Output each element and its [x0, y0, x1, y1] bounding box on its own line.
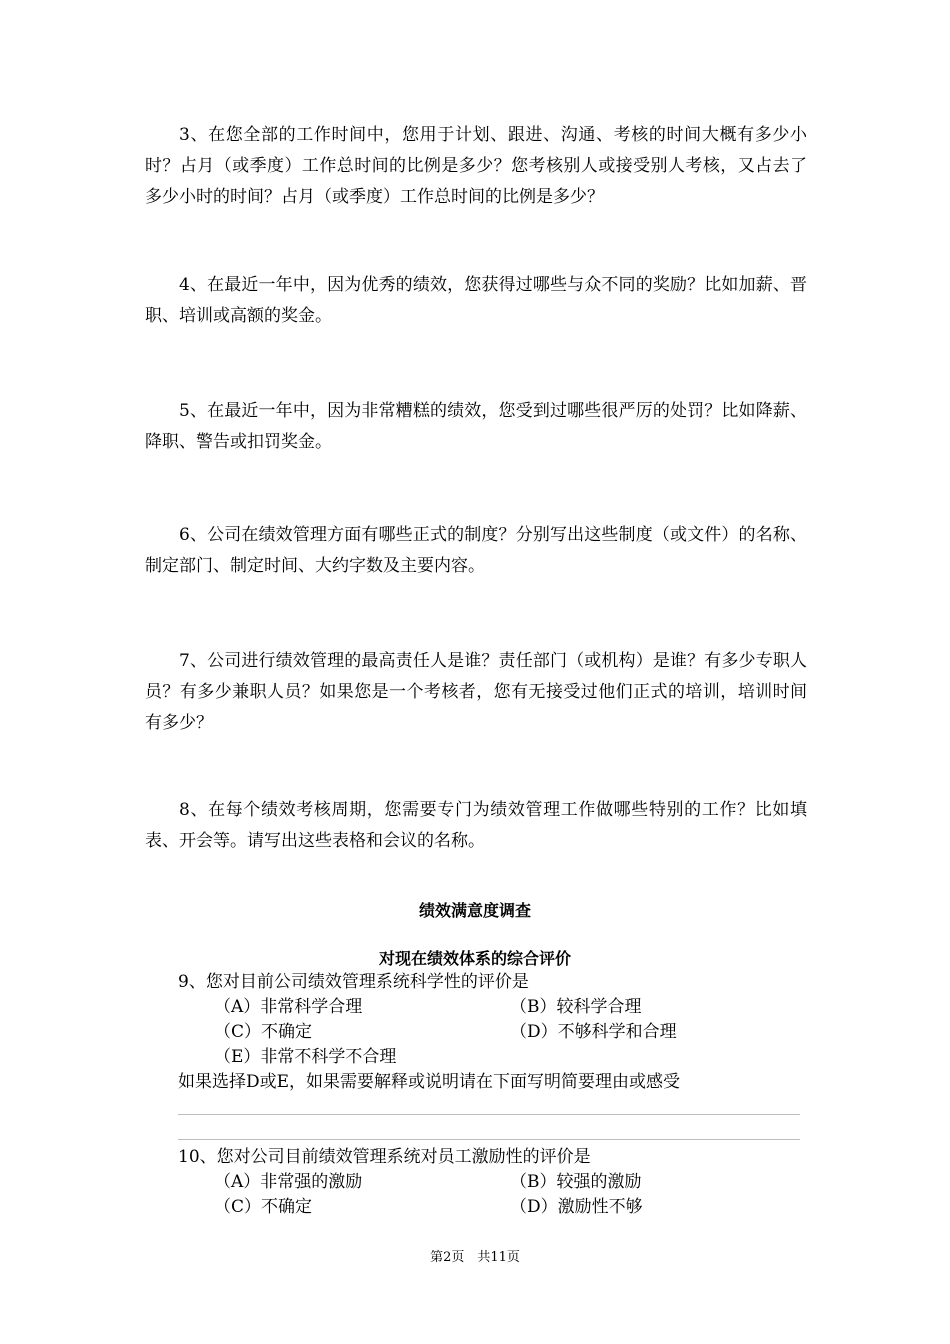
question-7: 7、公司进行绩效管理的最高责任人是谁？责任部门（或机构）是谁？有多少专职人员？有多少兼职人员？如果您是一个考核者，您有无接受过他们正式的培训，培训时间有多少？ — [145, 651, 807, 733]
q9-option-a: （A）非常科学合理 — [214, 997, 363, 1017]
q9-option-b: （B）较科学合理 — [510, 997, 642, 1017]
question-5: 5、在最近一年中，因为非常糟糕的绩效，您受到过哪些很严厉的处罚？比如降薪、降职、警告或扣罚奖金。 — [145, 401, 807, 452]
question-6: 6、公司在绩效管理方面有哪些正式的制度？分别写出这些制度（或文件）的名称、制定部门、制定时间、大约字数及主要内容。 — [145, 525, 807, 576]
survey-subtitle: 对现在绩效体系的综合评价 — [378, 949, 571, 968]
q9-option-c: （C）不确定 — [214, 1022, 313, 1042]
answer-line — [178, 1114, 800, 1115]
q10-option-c: （C）不确定 — [214, 1197, 313, 1217]
question-8: 8、在每个绩效考核周期，您需要专门为绩效管理工作做哪些特别的工作？比如填表、开会等。请写出这些表格和会议的名称。 — [145, 800, 807, 851]
q10-option-a: （A）非常强的激励 — [214, 1172, 363, 1192]
survey-title: 绩效满意度调查 — [418, 901, 531, 920]
question-3: 3、在您全部的工作时间中，您用于计划、跟进、沟通、考核的时间大概有多少小时？占月（或季度）工作总时间的比例是多少？您考核别人或接受别人考核，又占去了多少小时的时间？占月（或季度）工作总时间的比例是多少？ — [145, 125, 807, 207]
answer-line — [178, 1139, 800, 1140]
page-footer: 第2页 共11页 — [430, 1250, 520, 1265]
q9-option-e: （E）非常不科学不合理 — [214, 1047, 397, 1067]
q9-option-d: （D）不够科学和合理 — [510, 1022, 677, 1042]
q10-option-d: （D）激励性不够 — [510, 1197, 643, 1217]
q9-note: 如果选择D或E，如果需要解释或说明请在下面写明简要理由或感受 — [178, 1072, 681, 1092]
question-4: 4、在最近一年中，因为优秀的绩效，您获得过哪些与众不同的奖励？比如加薪、晋职、培训或高额的奖金。 — [145, 275, 807, 326]
question-9: 9、您对目前公司绩效管理系统科学性的评价是 — [178, 972, 529, 992]
q10-option-b: （B）较强的激励 — [510, 1172, 642, 1192]
question-10: 10、您对公司目前绩效管理系统对员工激励性的评价是 — [178, 1147, 591, 1167]
